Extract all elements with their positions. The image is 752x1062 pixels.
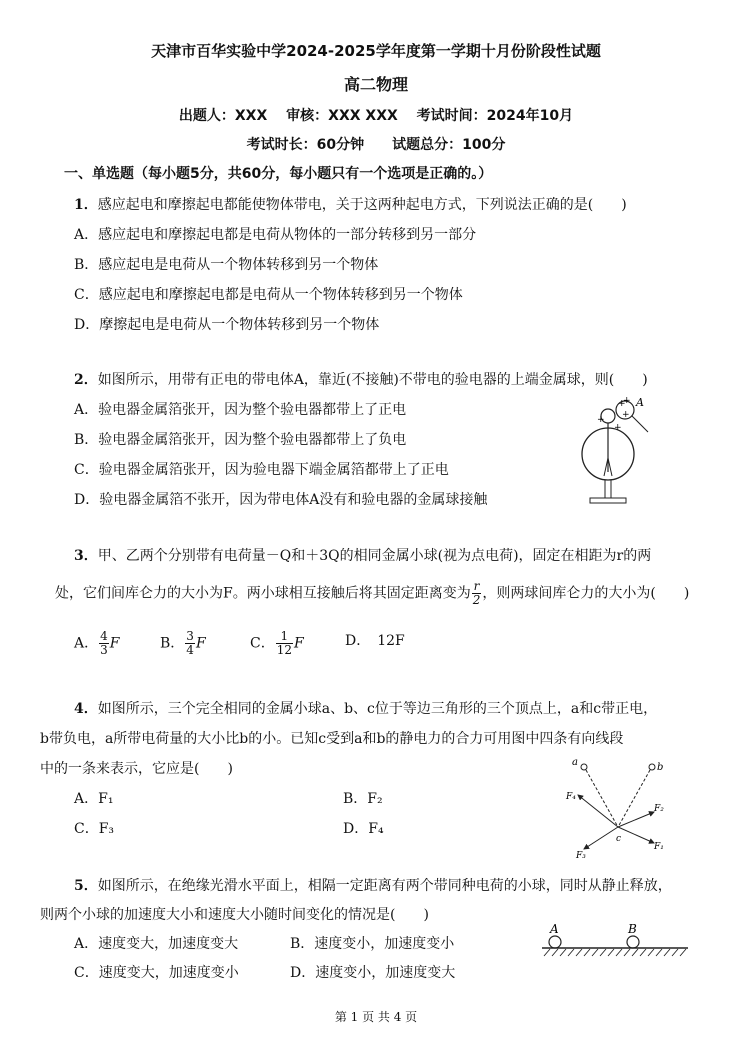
page-footer: 第 1 页 共 4 页 bbox=[334, 1010, 418, 1024]
q3-option-a bbox=[74, 630, 119, 657]
dashed-line-ac bbox=[586, 770, 618, 827]
charged-body-handle bbox=[632, 416, 648, 432]
balls-figure bbox=[538, 920, 698, 965]
plus-sign: + bbox=[622, 410, 630, 420]
section-title: 一、单选题（每小题5分，共60分，每小题只有一个选项是正确的。） bbox=[64, 166, 493, 182]
q2-option-c: C．验电器金属箔张开，因为验电器下端金属箔都带上了正电 bbox=[74, 462, 449, 478]
fraction bbox=[99, 630, 109, 657]
label-f2: F₂ bbox=[654, 804, 664, 814]
q2-option-d: D．验电器金属箔不张开，因为带电体A没有和验电器的金属球接触 bbox=[74, 492, 488, 508]
question-4-line2: b带负电，a所带电荷量的大小比b的小。已知c受到a和b的静电力的合力可用图中四条有向线段 bbox=[40, 731, 624, 747]
denominator: 4 bbox=[186, 643, 194, 657]
numerator: 3 bbox=[186, 629, 194, 643]
vector-f2 bbox=[618, 812, 654, 827]
ball-b bbox=[627, 936, 639, 948]
q1-option-b: B．感应起电是电荷从一个物体转移到另一个物体 bbox=[74, 257, 379, 273]
vector-f1 bbox=[618, 827, 654, 843]
exam-meta-line2: 考试时长：60分钟 试题总分：100分 bbox=[246, 137, 506, 153]
question-number: 5． bbox=[74, 878, 98, 894]
question-4 bbox=[74, 700, 657, 718]
q4-option-a: A．F₁ bbox=[74, 791, 114, 807]
question-number: 2． bbox=[74, 372, 98, 388]
label-f3: F₃ bbox=[576, 851, 586, 860]
numerator: r bbox=[473, 579, 480, 593]
question-stem-line1: 如图所示，在绝缘光滑水平面上，相隔一定距离有两个带同种电荷的小球，同时从静止释放， bbox=[97, 878, 672, 894]
vector-f3 bbox=[584, 827, 618, 849]
question-2 bbox=[74, 371, 648, 389]
question-stem-line1: 如图所示，三个完全相同的金属小球a、b、c位于等边三角形的三个顶点上，a和c带正电， bbox=[97, 701, 658, 717]
electroscope-base bbox=[590, 498, 626, 503]
option-label: C． bbox=[250, 635, 275, 652]
fraction-r-over-2 bbox=[472, 580, 482, 607]
q5-option-b: B．速度变小，加速度变小 bbox=[290, 936, 455, 952]
q3-option-c bbox=[250, 630, 304, 657]
q2-option-b: B．验电器金属箔张开，因为整个验电器都带上了负电 bbox=[74, 432, 407, 448]
q4-option-c: C．F₃ bbox=[74, 821, 115, 837]
question-stem-line1: 甲、乙两个分别带有电荷量－Q和＋3Q的相同金属小球(视为点电荷)，固定在相距为r的两 bbox=[97, 548, 652, 564]
electroscope-stand bbox=[605, 480, 611, 498]
q5-option-a: A．速度变大，加速度变大 bbox=[74, 936, 239, 952]
ball-a bbox=[581, 764, 587, 770]
ball-a bbox=[549, 936, 561, 948]
question-stem: 感应起电和摩擦起电都能使物体带电，关于这两种起电方式，下列说法正确的是( ) bbox=[97, 197, 627, 213]
question-stem: 如图所示，用带有正电的带电体A，靠近(不接触)不带电的验电器的上端金属球，则( ) bbox=[97, 372, 648, 388]
question-1 bbox=[74, 196, 627, 214]
denominator: 3 bbox=[100, 643, 108, 657]
q1-option-c: C．感应起电和摩擦起电都是电荷从一个物体转移到另一个物体 bbox=[74, 287, 463, 303]
symbol-f: F bbox=[195, 635, 206, 652]
electroscope-figure bbox=[570, 392, 660, 512]
ball-b bbox=[649, 764, 655, 770]
question-stem-line2a: 处，它们间库仑力的大小为F。两小球相互接触后将其固定距离变为 bbox=[55, 585, 471, 602]
label-ball-a: A bbox=[550, 922, 559, 936]
label-ball-b: B bbox=[628, 922, 637, 936]
option-label: B． bbox=[160, 635, 185, 652]
plus-sign: + bbox=[614, 423, 622, 433]
exam-meta-line1: 出题人：XXX 审核：XXX XXX 考试时间：2024年10月 bbox=[178, 108, 574, 124]
force-diagram bbox=[560, 755, 690, 860]
q2-option-a: A．验电器金属箔张开，因为整个验电器都带上了正电 bbox=[74, 402, 407, 418]
label-f1: F₁ bbox=[654, 842, 664, 852]
q3-option-b bbox=[160, 630, 206, 657]
question-4-line3: 中的一条来表示，它应是( ) bbox=[40, 761, 233, 777]
q4-option-d: D．F₄ bbox=[343, 821, 384, 837]
question-stem-line2b: ，则两球间库仑力的大小为( ) bbox=[482, 585, 690, 602]
plus-sign: + bbox=[618, 399, 626, 409]
option-label: A． bbox=[74, 635, 99, 652]
school-title: 天津市百华实验中学2024-2025学年度第一学期十月份阶段性试题 bbox=[151, 42, 601, 60]
question-3 bbox=[74, 547, 651, 565]
question-3-line2 bbox=[55, 580, 689, 607]
subject-title: 高二物理 bbox=[343, 75, 408, 94]
q1-option-d: D．摩擦起电是电荷从一个物体转移到另一个物体 bbox=[74, 317, 380, 333]
label-b: b bbox=[657, 762, 664, 773]
q5-option-c: C．速度变大，加速度变小 bbox=[74, 965, 239, 981]
dashed-line-bc bbox=[618, 770, 650, 827]
question-5 bbox=[74, 877, 672, 895]
label-f4: F₄ bbox=[566, 792, 576, 802]
q4-option-b: B．F₂ bbox=[343, 791, 383, 807]
question-5-line2: 则两个小球的加速度大小和速度大小随时间变化的情况是( ) bbox=[40, 907, 429, 923]
numerator: 4 bbox=[100, 629, 108, 643]
label-c: c bbox=[616, 834, 622, 844]
denominator: 2 bbox=[472, 593, 481, 607]
fraction bbox=[185, 630, 195, 657]
denominator: 12 bbox=[276, 643, 292, 657]
numerator: 1 bbox=[276, 630, 293, 644]
question-number: 4． bbox=[74, 701, 98, 717]
plus-sign: + bbox=[623, 396, 631, 406]
q5-option-d: D．速度变小，加速度变大 bbox=[290, 965, 456, 981]
label-a: A bbox=[636, 396, 644, 409]
vector-f4 bbox=[578, 795, 618, 827]
label-a: a bbox=[572, 757, 578, 768]
question-number: 1． bbox=[74, 197, 98, 213]
question-number: 3． bbox=[74, 548, 98, 564]
surface-hatching bbox=[544, 949, 686, 956]
symbol-f: F bbox=[109, 635, 120, 652]
symbol-f: F bbox=[294, 635, 304, 652]
q3-option-d: D． 12F bbox=[345, 633, 405, 649]
fraction bbox=[276, 630, 293, 657]
plus-sign: + bbox=[597, 415, 605, 425]
q1-option-a: A．感应起电和摩擦起电都是电荷从物体的一部分转移到另一部分 bbox=[74, 227, 477, 243]
